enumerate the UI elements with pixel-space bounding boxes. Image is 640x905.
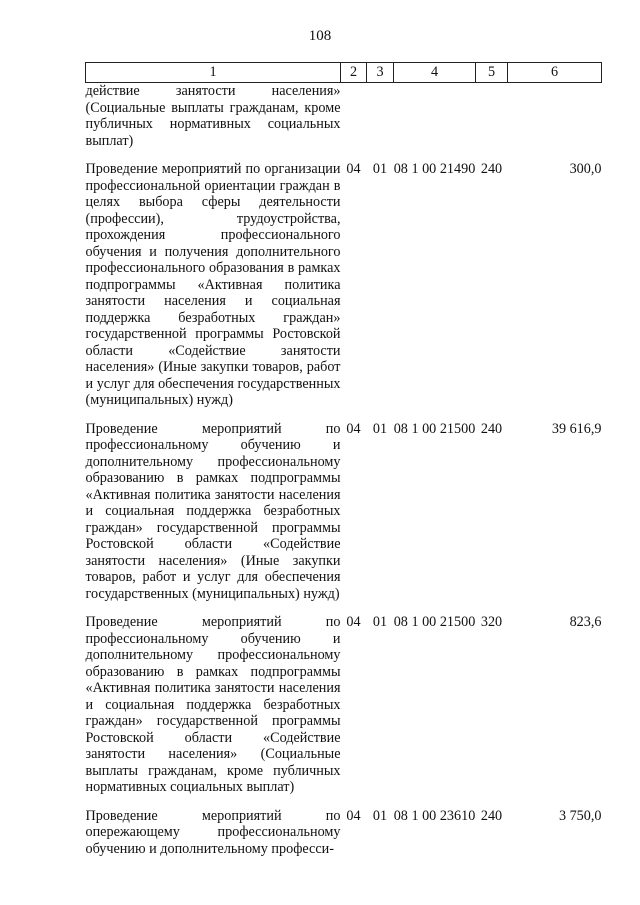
row-section: 04 — [346, 161, 361, 177]
table-row — [86, 808, 602, 858]
row-target-article — [394, 83, 476, 150]
column-header: 4 — [394, 63, 476, 83]
row-amount: 300,0 — [569, 161, 602, 177]
row-section: 04 — [346, 420, 361, 437]
row-description: Проведение мероприятий по профессиональному обучению и дополнительному профессиональному образованию в рамках подпрограммы «Активная политика занятости населения и социальная поддержка безработных граждан» государственной программы Ростовской области «Содействие занятости населения» (Социальные выплаты гражданам, кроме публичных нормативных социальных выплат) — [85, 614, 341, 795]
row-description: Проведение мероприятий по опережающему профессиональному обучению и дополнительному професси- — [85, 807, 341, 857]
column-header: 3 — [367, 63, 394, 83]
column-header: 5 — [476, 63, 508, 83]
row-expense-type: 320 — [480, 614, 503, 630]
table-row — [86, 161, 602, 409]
row-description: действие занятости населения» (Социальные выплаты гражданам, кроме публичных нормативных социальных выплат) — [85, 83, 341, 149]
row-section — [341, 83, 367, 150]
table-header-row — [86, 63, 602, 83]
row-target-article: 08 1 00 23610 — [393, 807, 476, 824]
row-subsection: 01 — [372, 161, 388, 177]
row-expense-type: 240 — [480, 807, 503, 824]
row-subsection: 01 — [372, 807, 388, 824]
row-subsection: 01 — [372, 614, 388, 630]
table-row — [86, 614, 602, 796]
table-row — [86, 421, 602, 603]
table-row — [86, 83, 602, 150]
row-section: 04 — [346, 614, 361, 630]
row-amount: 823,6 — [569, 614, 602, 630]
row-target-article: 08 1 00 21490 — [393, 161, 476, 177]
row-expense-type: 240 — [480, 161, 503, 177]
page-number: 108 — [308, 28, 332, 44]
row-description: Проведение мероприятий по организации профессиональной ориентации граждан в целях выбора сферы деятельности (профессии), трудоустройства, прохождения профессионального обучения и получения дополнительного профессионального образования в рамках подпрограммы «Активная политика занятости населения и социальная поддержка безработных граждан» государственной программы Ростовской области «Содействие занятости населения» (Иные закупки товаров, работ и услуг для обеспечения государственных (муниципальных) нужд) — [85, 161, 341, 408]
row-description: Проведение мероприятий по профессиональному обучению и дополнительному профессиональному образованию в рамках подпрограммы «Активная политика занятости населения и социальная поддержка безработных граждан» государственной программы Ростовской области «Содействие занятости населения» (Иные закупки товаров, работ и услуг для обеспечения государственных (муниципальных) нужд) — [85, 420, 341, 602]
column-header: 1 — [86, 63, 341, 83]
row-amount — [508, 83, 602, 150]
row-target-article: 08 1 00 21500 — [393, 420, 476, 437]
row-target-article: 08 1 00 21500 — [393, 614, 476, 630]
column-header: 2 — [341, 63, 367, 83]
row-section: 04 — [346, 807, 361, 824]
row-subsection — [367, 83, 394, 150]
row-amount: 39 616,9 — [551, 420, 602, 437]
row-expense-type: 240 — [480, 420, 503, 437]
budget-table — [85, 62, 602, 857]
row-subsection: 01 — [372, 420, 388, 437]
column-header: 6 — [508, 63, 602, 83]
row-expense-type — [476, 83, 508, 150]
row-amount: 3 750,0 — [558, 807, 602, 824]
